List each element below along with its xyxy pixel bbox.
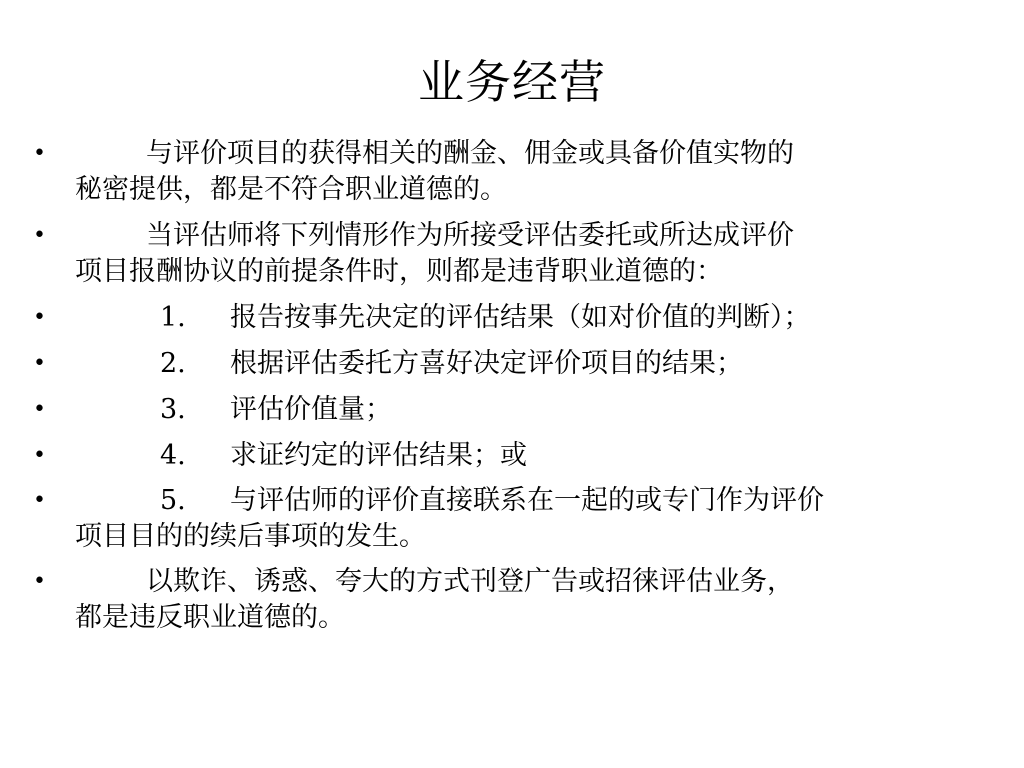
bullet-marker: • bbox=[33, 488, 46, 513]
bullet-marker: • bbox=[33, 397, 46, 422]
bullet-marker: • bbox=[33, 351, 46, 376]
item-text-line bbox=[160, 436, 527, 476]
item-text-line: 当评估师将下列情形作为所接受评估委托或所达成评价 bbox=[146, 220, 794, 251]
item-number: 3. bbox=[160, 394, 186, 425]
bullet-marker: • bbox=[33, 569, 46, 594]
item-number: 4. bbox=[160, 440, 186, 471]
item-text: 评估价值量； bbox=[230, 394, 392, 425]
item-text-line: 秘密提供，都是不符合职业道德的。 bbox=[75, 174, 507, 205]
item-text-line: 都是违反职业道德的。 bbox=[75, 602, 345, 633]
item-text: 与评估师的评价直接联系在一起的或专门作为评价 bbox=[230, 485, 824, 516]
bullet-marker: • bbox=[33, 141, 46, 166]
item-text-line bbox=[160, 481, 824, 521]
item-text-line: 项目报酬协议的前提条件时，则都是违背职业道德的： bbox=[75, 256, 723, 287]
item-text-line bbox=[160, 298, 811, 338]
item-number: 1. bbox=[160, 302, 186, 333]
item-number: 2. bbox=[160, 348, 186, 379]
item-text-line bbox=[160, 344, 743, 384]
bullet-marker: • bbox=[33, 305, 46, 330]
item-text-line: 项目目的的续后事项的发生。 bbox=[75, 521, 426, 552]
item-text: 求证约定的评估结果；或 bbox=[230, 440, 527, 471]
bullet-marker: • bbox=[33, 223, 46, 248]
item-text-line: 与评价项目的获得相关的酬金、佣金或具备价值实物的 bbox=[146, 138, 794, 169]
bullet-marker: • bbox=[33, 443, 46, 468]
item-number: 5. bbox=[160, 485, 186, 516]
item-text-line: 以欺诈、诱惑、夸大的方式刊登广告或招徕评估业务， bbox=[146, 566, 794, 597]
item-text: 报告按事先决定的评估结果（如对价值的判断）； bbox=[230, 302, 811, 333]
item-text-line bbox=[160, 390, 392, 430]
item-text: 根据评估委托方喜好决定评价项目的结果； bbox=[230, 348, 743, 379]
slide-title: 业务经营 bbox=[418, 55, 606, 109]
